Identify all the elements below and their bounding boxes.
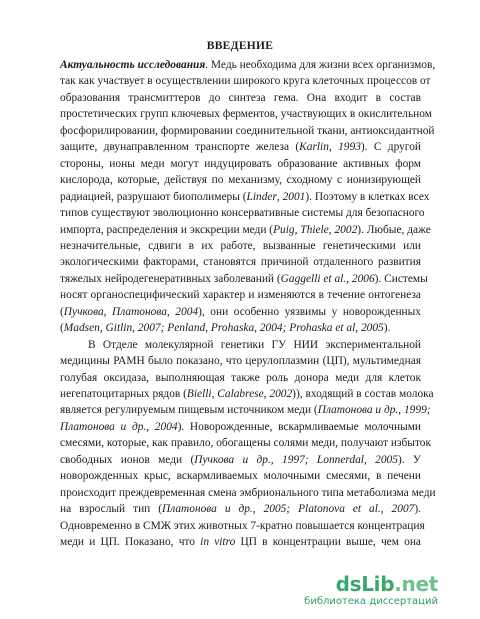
text-segment: так как участвует в осуществлении широкого круга клеточных процессов от — [60, 75, 431, 88]
text-line — [60, 223, 431, 237]
text-segment: ). У — [397, 453, 421, 466]
text-line — [60, 305, 421, 319]
text-segment: ). Новорожденные, вскармливаемые молочными — [177, 420, 421, 433]
text-segment: Madsen, Gitlin, 2007; Penland, Prohaska, 2004; Prohaska et al, 2005 — [63, 322, 384, 335]
text-line — [60, 140, 421, 154]
text-line — [60, 206, 425, 220]
text-line — [60, 74, 431, 88]
text-segment: , — [328, 223, 335, 236]
text-line — [60, 157, 421, 171]
text-line — [60, 288, 421, 302]
text-segment: свободных ионов меди ( — [60, 453, 195, 466]
text-line — [88, 338, 421, 352]
text-segment: Bielli, Calabrese, 2002 — [186, 388, 293, 400]
text-segment: простетических групп ключевых ферментов, участвующих в окислительном — [60, 108, 432, 121]
text-line — [60, 535, 421, 549]
text-segment: ). С другой — [360, 141, 421, 154]
text-segment: ( — [60, 322, 64, 335]
text-line — [60, 239, 421, 253]
text-segment: ). — [414, 503, 421, 516]
text-segment: Пучкова и др., 1997; Lonnerdal, 2005 — [194, 453, 398, 466]
text-line — [60, 420, 421, 434]
text-line — [60, 519, 425, 533]
text-segment: 2006 — [351, 272, 375, 285]
text-segment: Платонова и др. — [317, 404, 399, 417]
text-segment: 2002 — [334, 223, 358, 236]
text-segment: ). Любые, даже — [357, 223, 431, 236]
text-line — [60, 486, 436, 500]
text-line — [60, 124, 435, 138]
text-segment: меди и ЦП. Показано, что — [60, 536, 201, 549]
watermark-logo — [288, 572, 438, 612]
text-segment: , — [328, 141, 339, 154]
text-line — [60, 387, 434, 401]
text-segment: Платонова и др., 2005; Platonova et al., 2007 — [162, 503, 415, 516]
text-segment: ). Поэтому в клетках всех — [305, 190, 430, 203]
text-segment: экологическими факторами, становятся причиной отдаленного развития — [60, 256, 421, 269]
text-segment: происходит преждевременная смена эмбрионального типа метаболизма меди — [60, 486, 436, 499]
text-segment: смесями, которые, как правило, обогащены солями меди, получают избыток — [60, 437, 432, 450]
text-segment: ). Системы — [374, 272, 428, 285]
text-line — [60, 321, 421, 335]
text-segment: . Медь необходима для жизни всех организмов, — [205, 59, 436, 71]
text-line — [60, 354, 421, 368]
text-segment: ), они особенно уязвимы у новорожденных — [198, 305, 421, 318]
text-segment: типов существуют эволюционно консервативные системы для безопасного — [60, 207, 425, 220]
text-segment: негепатоцитарных рядов ( — [60, 388, 187, 400]
text-line — [60, 469, 421, 483]
text-segment: in vitro — [200, 536, 236, 549]
text-segment: 2001 — [282, 190, 306, 203]
text-segment: Puig, Thiele — [273, 223, 329, 236]
text-segment: кислорода, которые, действуя по механизму, сходному с ионизирующей — [60, 174, 421, 187]
text-segment: )), входящий в состав молока — [292, 388, 434, 400]
text-segment: В Отделе молекулярной генетики ГУ НИИ экспериментальной — [88, 338, 421, 351]
text-segment: 1999; — [403, 404, 431, 417]
text-segment: радиацией, разрушают биополимеры ( — [60, 190, 247, 203]
text-segment: импорта, распределения и экскреции меди ( — [60, 223, 274, 236]
text-segment: тяжелых нейродегенеративных заболеваний ( — [60, 272, 281, 285]
text-segment: медицины РАМН было показано, что церулоплазмин (ЦП), мультимедная — [60, 355, 421, 368]
text-segment: на взрослый тип ( — [60, 503, 163, 516]
text-segment: Одновременно в СМЖ этих животных 7-кратно повышается концентрация — [60, 519, 425, 532]
text-segment: ЦП в концентрации выше, чем она — [235, 536, 421, 549]
text-segment: 1993 — [338, 141, 361, 154]
text-line — [60, 58, 436, 72]
text-segment: защите, двунаправленном транспорте железа ( — [60, 141, 300, 154]
text-segment: , — [398, 404, 404, 417]
text-line — [60, 173, 421, 187]
text-segment: Пучкова, Платонова, 2004 — [63, 305, 199, 318]
text-line — [60, 272, 428, 286]
text-segment: Платонова и др., 2004 — [60, 420, 178, 433]
text-line — [60, 107, 432, 121]
text-line — [60, 190, 430, 204]
text-segment: Актуальность исследования — [60, 59, 206, 71]
text-segment: Karlin — [299, 141, 329, 154]
text-segment: новорожденных крыс, вскармливаемых молочными смесями, в печени — [60, 470, 421, 483]
text-line — [60, 436, 432, 450]
text-segment: образования трансмиттеров до синтеза гема. Она входит в состав — [60, 91, 421, 104]
text-segment: ). — [383, 322, 391, 335]
text-line — [60, 502, 421, 516]
text-line — [60, 371, 421, 385]
text-segment: ( — [60, 305, 64, 318]
watermark-subtitle: библиотека диссертаций — [304, 596, 438, 607]
text-line — [60, 403, 431, 417]
text-segment: незначительные, сдвиги в их работе, вызванные генетическими или — [60, 239, 421, 252]
page-title: ВВЕДЕНИЕ — [206, 40, 274, 52]
text-segment: является регулируемым пищевым источником меди ( — [60, 404, 318, 417]
text-segment: Gaggelli et al. — [280, 272, 347, 285]
watermark-logo-text: dsLib.net — [335, 572, 438, 596]
text-line — [60, 91, 421, 105]
text-line — [60, 453, 421, 467]
text-line — [60, 255, 421, 269]
text-segment: , — [346, 272, 352, 285]
text-segment: стороны, ионы меди могут индуцировать образование активных форм — [60, 157, 421, 170]
text-segment: носят органоспецифический характер и изменяются в течение онтогенеза — [60, 289, 421, 302]
text-segment: , — [276, 190, 283, 203]
text-segment: голубая оксидаза, выполняющая также роль донора меди для клеток — [60, 371, 421, 384]
text-segment: фосфорилировании, формировании соединительной ткани, антиоксидантной — [60, 124, 435, 137]
text-segment: Linder — [246, 190, 277, 203]
